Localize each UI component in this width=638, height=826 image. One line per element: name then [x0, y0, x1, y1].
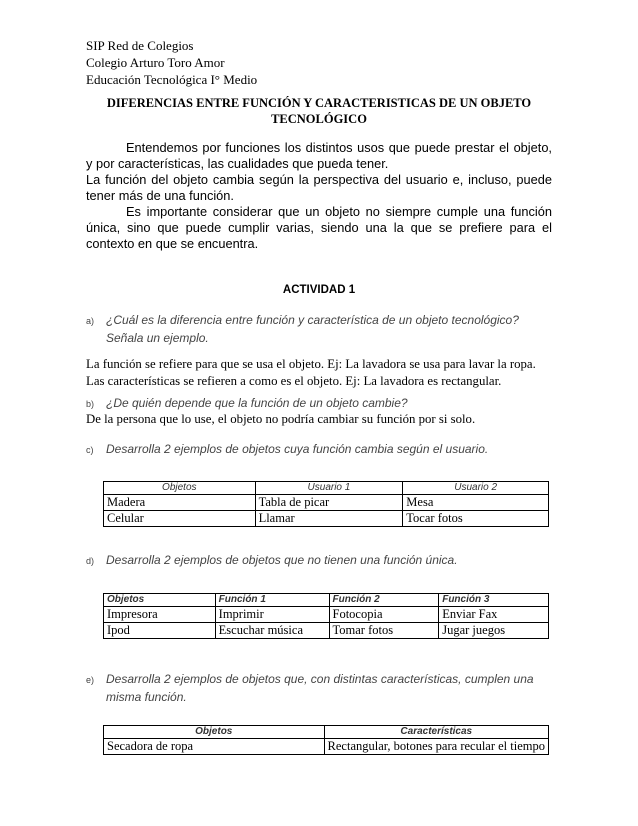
question-e-text: Desarrolla 2 ejemplos de objetos que, con distintas características, cumplen una misma función. [106, 672, 534, 704]
table-e-header [104, 726, 549, 739]
table-e [103, 725, 549, 755]
answer-b-text: De la persona que lo use, el objeto no podría cambiar su función por si solo. [86, 412, 476, 426]
table-d-header-cell: Función 2 [329, 594, 439, 607]
table-d-header [104, 594, 549, 607]
question-b-text: ¿De quién depende que la función de un objeto cambie? [106, 396, 408, 410]
table-e-header-cell: Objetos [104, 726, 325, 739]
table-cell: Tocar fotos [403, 511, 549, 527]
table-c-header [104, 482, 549, 495]
intro-paragraph-2: La función del objeto cambia según la perspectiva del usuario e, incluso, puede tener más de una función. [86, 172, 552, 203]
table-c-header-cell: Usuario 1 [255, 482, 403, 495]
intro-paragraph-1: Entendemos por funciones los distintos usos que puede prestar el objeto, y por características, las cualidades que pueda tener. [86, 140, 552, 171]
document-header [86, 37, 257, 88]
question-a-text: ¿Cuál es la diferencia entre función y característica de un objeto tecnológico? Señala un ejemplo. [106, 313, 519, 345]
table-cell: Madera [104, 495, 256, 511]
table-d [103, 593, 549, 639]
question-a-letter: a) [86, 316, 95, 326]
table-row [104, 495, 549, 511]
table-cell: Celular [104, 511, 256, 527]
question-c-letter: c) [86, 445, 94, 455]
table-cell: Imprimir [215, 607, 329, 623]
header-network: SIP Red de Colegios [86, 38, 194, 53]
activity-title: ACTIVIDAD 1 [282, 284, 356, 296]
table-row [104, 739, 549, 755]
question-d-letter: d) [86, 556, 95, 566]
table-c-header-cell: Objetos [104, 482, 256, 495]
question-c-text: Desarrolla 2 ejemplos de objetos cuya función cambia según el usuario. [106, 442, 489, 456]
answer-a [86, 356, 552, 390]
table-d-header-cell: Objetos [104, 594, 216, 607]
table-cell: Jugar juegos [439, 623, 549, 639]
table-cell: Ipod [104, 623, 216, 639]
table-cell: Escuchar música [215, 623, 329, 639]
question-b-letter: b) [86, 399, 95, 409]
answer-a-line-2: Las características se refieren a como es el objeto. Ej: La lavadora es rectangular. [86, 374, 502, 388]
title-line-2: TECNOLÓGICO [271, 112, 367, 126]
title-line-1: DIFERENCIAS ENTRE FUNCIÓN Y CARACTERISTICAS DE UN OBJETO [106, 96, 532, 110]
question-c [86, 440, 552, 458]
question-b [86, 394, 552, 412]
question-a [86, 311, 552, 347]
table-row [104, 623, 549, 639]
header-course: Educación Tecnológica I° Medio [86, 72, 258, 87]
question-d [86, 551, 552, 569]
question-d-text: Desarrolla 2 ejemplos de objetos que no tienen una función única. [106, 553, 458, 567]
question-e-letter: e) [86, 675, 95, 685]
table-cell: Mesa [403, 495, 549, 511]
intro-paragraph-3: Es importante considerar que un objeto no siempre cumple una función única, sino que puede cumplir varias, siendo una la que se prefiere para el contexto en que se encuentra. [86, 204, 552, 251]
table-cell: Rectangular, botones para recular el tiempo [324, 739, 548, 755]
header-school: Colegio Arturo Toro Amor [86, 55, 225, 70]
table-cell: Tomar fotos [329, 623, 439, 639]
answer-b [86, 411, 552, 428]
table-c-header-cell: Usuario 2 [403, 482, 549, 495]
table-e-header-cell: Características [324, 726, 548, 739]
question-e [86, 670, 552, 706]
table-row [104, 607, 549, 623]
document-title [86, 95, 552, 127]
table-cell: Impresora [104, 607, 216, 623]
answer-a-line-1: La función se refiere para que se usa el objeto. Ej: La lavadora se usa para lavar la ropa. [86, 357, 536, 371]
table-d-header-cell: Función 1 [215, 594, 329, 607]
intro-text [86, 140, 552, 252]
table-cell: Llamar [255, 511, 403, 527]
table-cell: Secadora de ropa [104, 739, 325, 755]
table-d-header-cell: Función 3 [439, 594, 549, 607]
table-cell: Fotocopia [329, 607, 439, 623]
table-c [103, 481, 549, 527]
table-cell: Enviar Fax [439, 607, 549, 623]
table-row [104, 511, 549, 527]
table-cell: Tabla de picar [255, 495, 403, 511]
